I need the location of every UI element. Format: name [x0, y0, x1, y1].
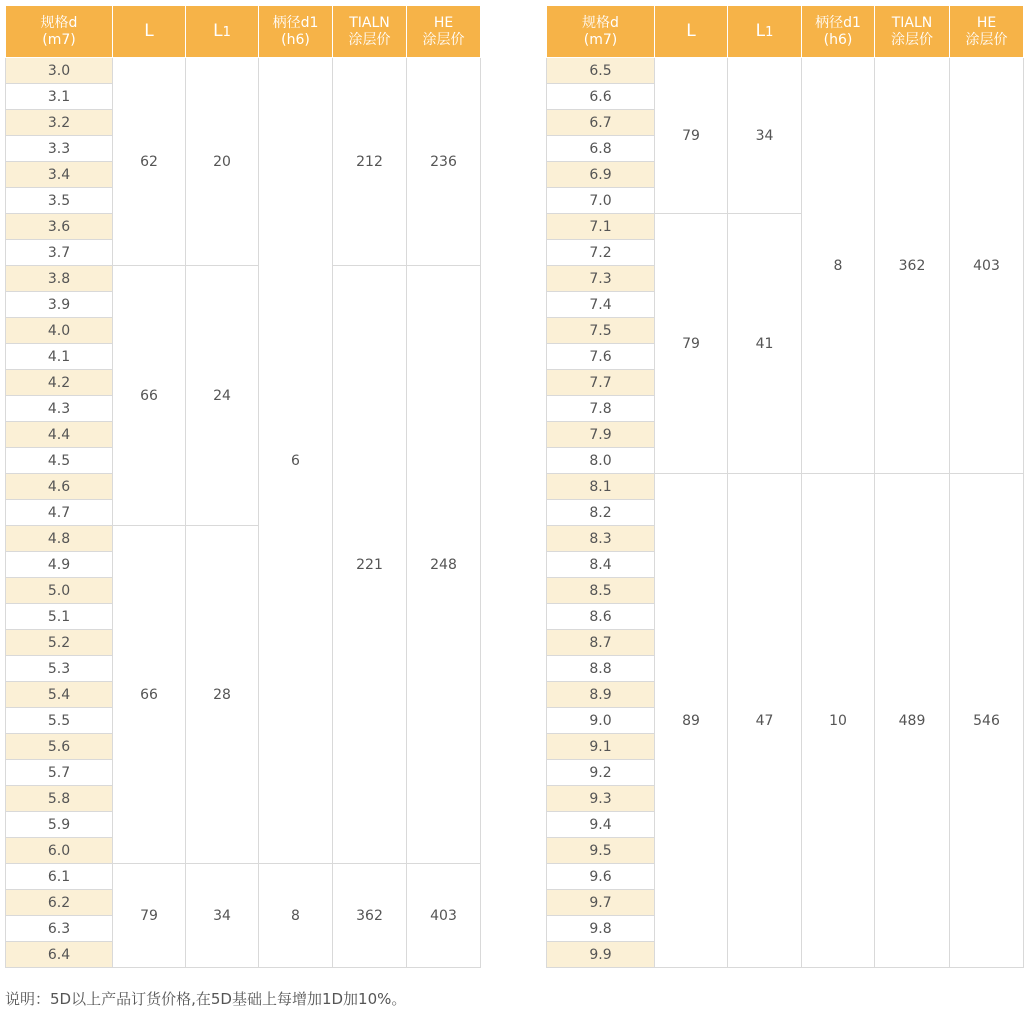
size-cell: 5.3	[6, 656, 113, 682]
size-cell: 9.0	[547, 708, 655, 734]
size-cell: 6.6	[547, 84, 655, 110]
table-header-row	[6, 6, 481, 58]
flute-length-cell: 28	[186, 526, 259, 864]
tialn-price-cell: 362	[333, 864, 407, 968]
size-cell: 6.9	[547, 162, 655, 188]
size-cell: 8.1	[547, 474, 655, 500]
length-cell: 66	[113, 266, 186, 526]
tialn-price-cell: 489	[875, 474, 950, 968]
size-cell: 9.6	[547, 864, 655, 890]
header-tialn-price: TIALN 涂层价	[333, 6, 407, 58]
size-cell: 5.4	[6, 682, 113, 708]
size-cell: 8.8	[547, 656, 655, 682]
size-cell: 9.2	[547, 760, 655, 786]
spec-table-left	[5, 5, 481, 968]
size-cell: 3.9	[6, 292, 113, 318]
size-cell: 6.2	[6, 890, 113, 916]
size-cell: 9.9	[547, 942, 655, 968]
size-cell: 5.5	[6, 708, 113, 734]
flute-length-cell: 34	[728, 58, 802, 214]
size-cell: 6.4	[6, 942, 113, 968]
header-length: L	[655, 6, 728, 58]
size-cell: 5.6	[6, 734, 113, 760]
size-cell: 6.3	[6, 916, 113, 942]
header-size: 规格d (m7)	[547, 6, 655, 58]
size-cell: 7.5	[547, 318, 655, 344]
length-cell: 79	[113, 864, 186, 968]
length-cell: 79	[655, 214, 728, 474]
shank-diameter-cell: 6	[259, 58, 333, 864]
flute-length-cell: 34	[186, 864, 259, 968]
he-price-cell: 403	[950, 58, 1024, 474]
size-cell: 5.8	[6, 786, 113, 812]
size-cell: 4.2	[6, 370, 113, 396]
size-cell: 4.7	[6, 500, 113, 526]
size-cell: 4.9	[6, 552, 113, 578]
size-cell: 7.2	[547, 240, 655, 266]
size-cell: 8.9	[547, 682, 655, 708]
size-cell: 7.7	[547, 370, 655, 396]
he-price-cell: 546	[950, 474, 1024, 968]
size-cell: 3.8	[6, 266, 113, 292]
size-cell: 5.2	[6, 630, 113, 656]
size-cell: 4.3	[6, 396, 113, 422]
size-cell: 4.6	[6, 474, 113, 500]
table-row	[6, 864, 481, 890]
size-cell: 6.5	[547, 58, 655, 84]
size-cell: 9.7	[547, 890, 655, 916]
size-cell: 6.7	[547, 110, 655, 136]
size-cell: 4.5	[6, 448, 113, 474]
footnote: 说明：5D以上产品订货价格,在5D基础上每增加1D加10%。	[5, 990, 407, 1008]
size-cell: 7.0	[547, 188, 655, 214]
size-cell: 3.5	[6, 188, 113, 214]
length-cell: 62	[113, 58, 186, 266]
size-cell: 3.4	[6, 162, 113, 188]
header-shank-diameter: 柄径d1 (h6)	[802, 6, 875, 58]
size-cell: 8.3	[547, 526, 655, 552]
table-row	[6, 58, 481, 84]
table-row	[547, 474, 1024, 500]
size-cell: 9.4	[547, 812, 655, 838]
size-cell: 7.4	[547, 292, 655, 318]
shank-diameter-cell: 8	[259, 864, 333, 968]
size-cell: 9.1	[547, 734, 655, 760]
size-cell: 7.8	[547, 396, 655, 422]
size-cell: 8.5	[547, 578, 655, 604]
size-cell: 4.0	[6, 318, 113, 344]
he-price-cell: 236	[407, 58, 481, 266]
size-cell: 9.5	[547, 838, 655, 864]
header-shank-diameter: 柄径d1 (h6)	[259, 6, 333, 58]
size-cell: 7.6	[547, 344, 655, 370]
header-flute-length: L1	[728, 6, 802, 58]
table-header-row	[547, 6, 1024, 58]
tialn-price-cell: 362	[875, 58, 950, 474]
flute-length-cell: 24	[186, 266, 259, 526]
size-cell: 8.2	[547, 500, 655, 526]
header-length: L	[113, 6, 186, 58]
shank-diameter-cell: 10	[802, 474, 875, 968]
tialn-price-cell: 212	[333, 58, 407, 266]
tialn-price-cell: 221	[333, 266, 407, 864]
shank-diameter-cell: 8	[802, 58, 875, 474]
size-cell: 3.6	[6, 214, 113, 240]
he-price-cell: 248	[407, 266, 481, 864]
size-cell: 4.1	[6, 344, 113, 370]
table-row	[6, 266, 481, 292]
length-cell: 79	[655, 58, 728, 214]
flute-length-cell: 47	[728, 474, 802, 968]
length-cell: 66	[113, 526, 186, 864]
size-cell: 6.1	[6, 864, 113, 890]
size-cell: 7.3	[547, 266, 655, 292]
size-cell: 6.8	[547, 136, 655, 162]
flute-length-cell: 41	[728, 214, 802, 474]
size-cell: 9.3	[547, 786, 655, 812]
size-cell: 5.9	[6, 812, 113, 838]
flute-length-cell: 20	[186, 58, 259, 266]
size-cell: 9.8	[547, 916, 655, 942]
header-he-price: HE 涂层价	[407, 6, 481, 58]
size-cell: 7.1	[547, 214, 655, 240]
size-cell: 3.0	[6, 58, 113, 84]
size-cell: 8.6	[547, 604, 655, 630]
size-cell: 8.0	[547, 448, 655, 474]
size-cell: 3.7	[6, 240, 113, 266]
size-cell: 8.7	[547, 630, 655, 656]
size-cell: 8.4	[547, 552, 655, 578]
size-cell: 6.0	[6, 838, 113, 864]
size-cell: 4.8	[6, 526, 113, 552]
length-cell: 89	[655, 474, 728, 968]
size-cell: 7.9	[547, 422, 655, 448]
header-he-price: HE 涂层价	[950, 6, 1024, 58]
size-cell: 3.2	[6, 110, 113, 136]
size-cell: 4.4	[6, 422, 113, 448]
spec-table-right	[546, 5, 1024, 968]
header-flute-length: L1	[186, 6, 259, 58]
table-row	[547, 58, 1024, 84]
size-cell: 5.1	[6, 604, 113, 630]
size-cell: 3.1	[6, 84, 113, 110]
header-size: 规格d (m7)	[6, 6, 113, 58]
size-cell: 3.3	[6, 136, 113, 162]
he-price-cell: 403	[407, 864, 481, 968]
header-tialn-price: TIALN 涂层价	[875, 6, 950, 58]
size-cell: 5.7	[6, 760, 113, 786]
size-cell: 5.0	[6, 578, 113, 604]
